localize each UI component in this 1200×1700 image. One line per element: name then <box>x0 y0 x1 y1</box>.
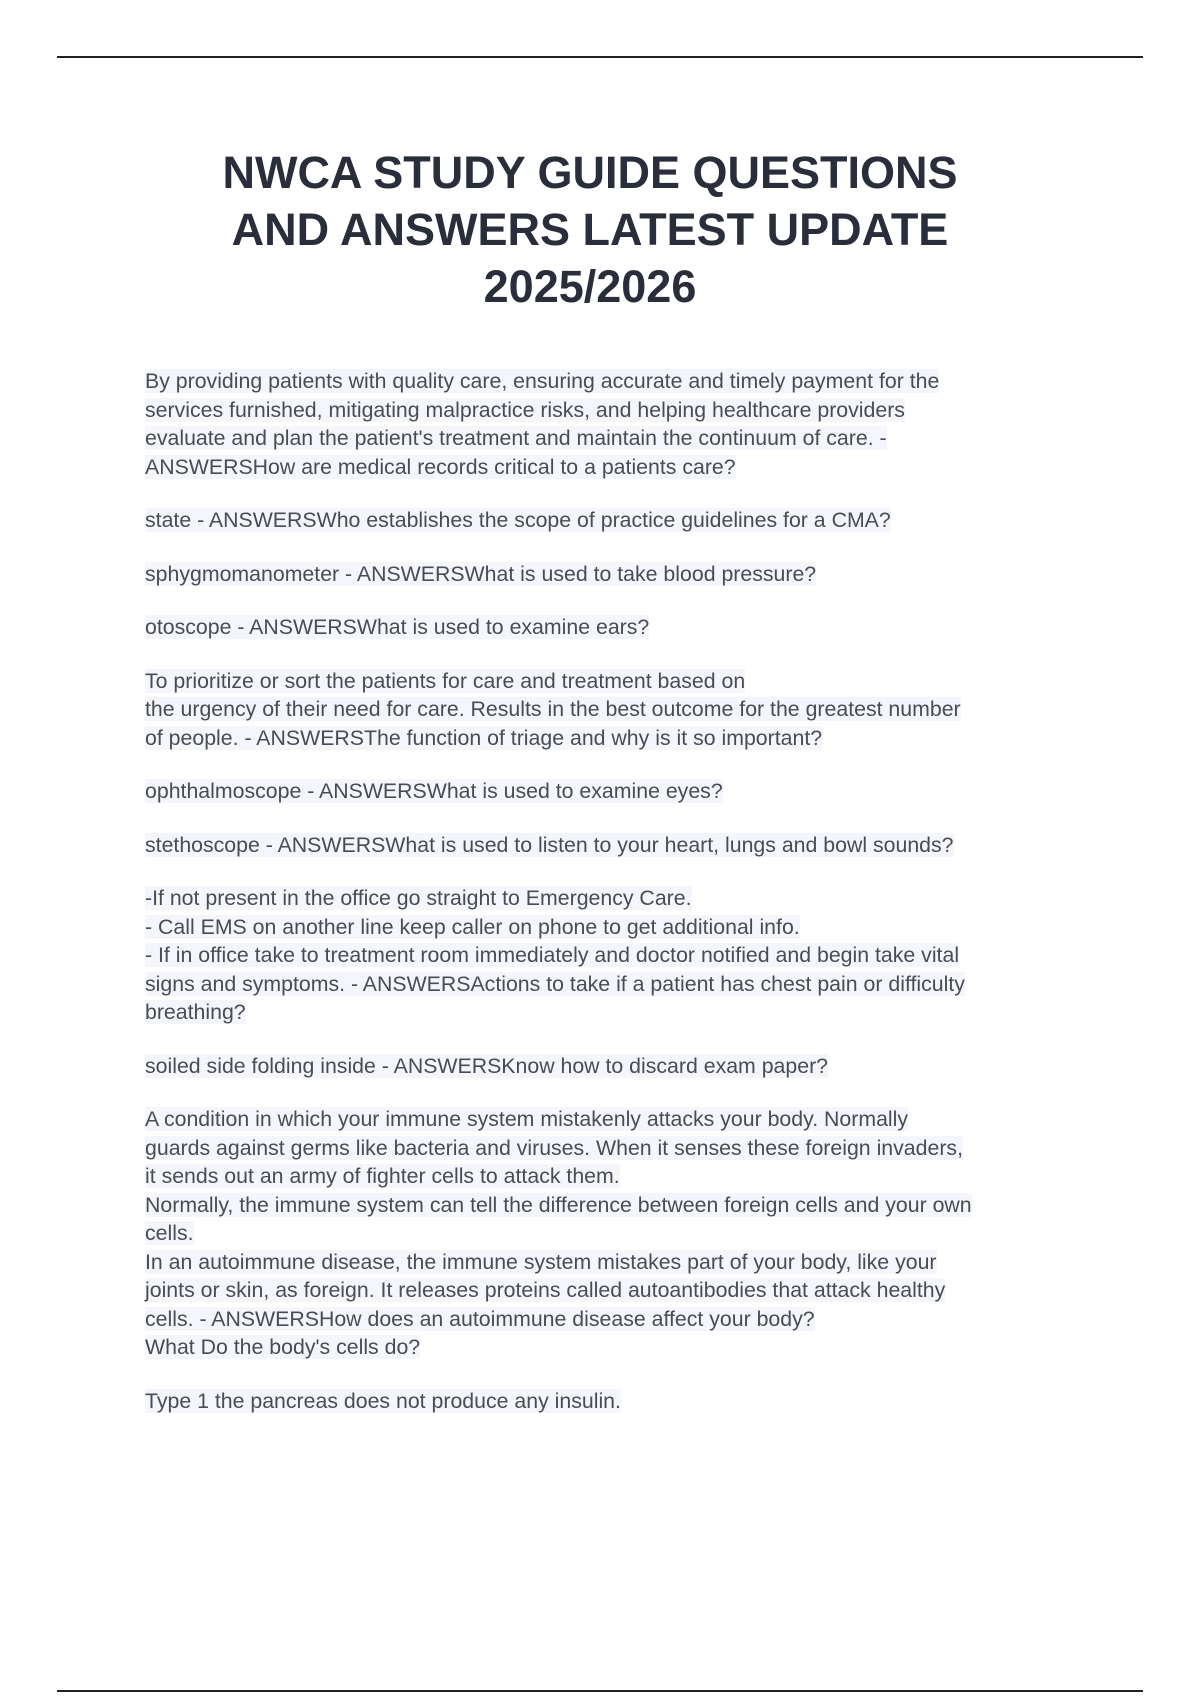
qa-entry <box>145 560 1095 589</box>
qa-list <box>145 367 1095 1440</box>
qa-entry <box>145 367 1095 481</box>
qa-line: In an autoimmune disease, the immune system mistakes part of your body, like your <box>145 1249 937 1274</box>
qa-entry <box>145 1105 1095 1362</box>
top-rule <box>57 56 1143 58</box>
qa-entry <box>145 613 1095 642</box>
qa-line: signs and symptoms. - ANSWERSActions to take if a patient has chest pain or difficulty <box>145 971 965 996</box>
qa-entry <box>145 777 1095 806</box>
qa-line: ANSWERSHow are medical records critical to a patients care? <box>145 454 736 479</box>
bottom-rule <box>57 1690 1143 1692</box>
qa-line: Normally, the immune system can tell the difference between foreign cells and your own <box>145 1192 972 1217</box>
qa-entry <box>145 506 1095 535</box>
document-title <box>140 144 1040 315</box>
qa-line: A condition in which your immune system mistakenly attacks your body. Normally <box>145 1107 909 1131</box>
qa-line: To prioritize or sort the patients for care and treatment based on <box>145 668 746 693</box>
qa-line: the urgency of their need for care. Results in the best outcome for the greatest number <box>145 697 961 721</box>
qa-entry <box>145 667 1095 753</box>
qa-line: Type 1 the pancreas does not produce any insulin. <box>145 1388 621 1413</box>
qa-line: ophthalmoscope - ANSWERSWhat is used to examine eyes? <box>145 779 723 803</box>
qa-entry <box>145 884 1095 1027</box>
qa-line: otoscope - ANSWERSWhat is used to examine ears? <box>145 615 650 639</box>
title-line: AND ANSWERS LATEST UPDATE <box>231 204 949 255</box>
title-line: NWCA STUDY GUIDE QUESTIONS <box>222 147 958 198</box>
qa-line: stethoscope - ANSWERSWhat is used to listen to your heart, lungs and bowl sounds? <box>145 832 954 857</box>
qa-line: state - ANSWERSWho establishes the scope of practice guidelines for a CMA? <box>145 508 891 532</box>
qa-line: cells. <box>145 1221 194 1245</box>
qa-line: joints or skin, as foreign. It releases proteins called autoantibodies that attack healthy <box>145 1278 946 1302</box>
qa-line: - If in office take to treatment room immediately and doctor notified and begin take vital <box>145 943 960 967</box>
qa-entry <box>145 831 1095 860</box>
qa-entry <box>145 1387 1095 1416</box>
qa-line: it sends out an army of fighter cells to attack them. <box>145 1164 620 1188</box>
qa-line: of people. - ANSWERSThe function of triage and why is it so important? <box>145 725 823 750</box>
title-line: 2025/2026 <box>483 261 697 312</box>
qa-line: - Call EMS on another line keep caller on phone to get additional info. <box>145 914 800 939</box>
qa-line: What Do the body's cells do? <box>145 1335 421 1359</box>
qa-line: evaluate and plan the patient's treatment and maintain the continuum of care. - <box>145 426 887 450</box>
qa-line: services furnished, mitigating malpractice risks, and helping healthcare providers <box>145 397 905 422</box>
qa-line: cells. - ANSWERSHow does an autoimmune disease affect your body? <box>145 1306 815 1331</box>
qa-line: soiled side folding inside - ANSWERSKnow how to discard exam paper? <box>145 1053 829 1078</box>
qa-line: guards against germs like bacteria and viruses. When it senses these foreign invaders, <box>145 1135 963 1160</box>
qa-line: sphygmomanometer - ANSWERSWhat is used to take blood pressure? <box>145 561 817 586</box>
qa-line: breathing? <box>145 1000 246 1024</box>
qa-line: By providing patients with quality care, ensuring accurate and timely payment for the <box>145 369 940 393</box>
qa-entry <box>145 1052 1095 1081</box>
qa-line: -If not present in the office go straight to Emergency Care. <box>145 886 692 910</box>
